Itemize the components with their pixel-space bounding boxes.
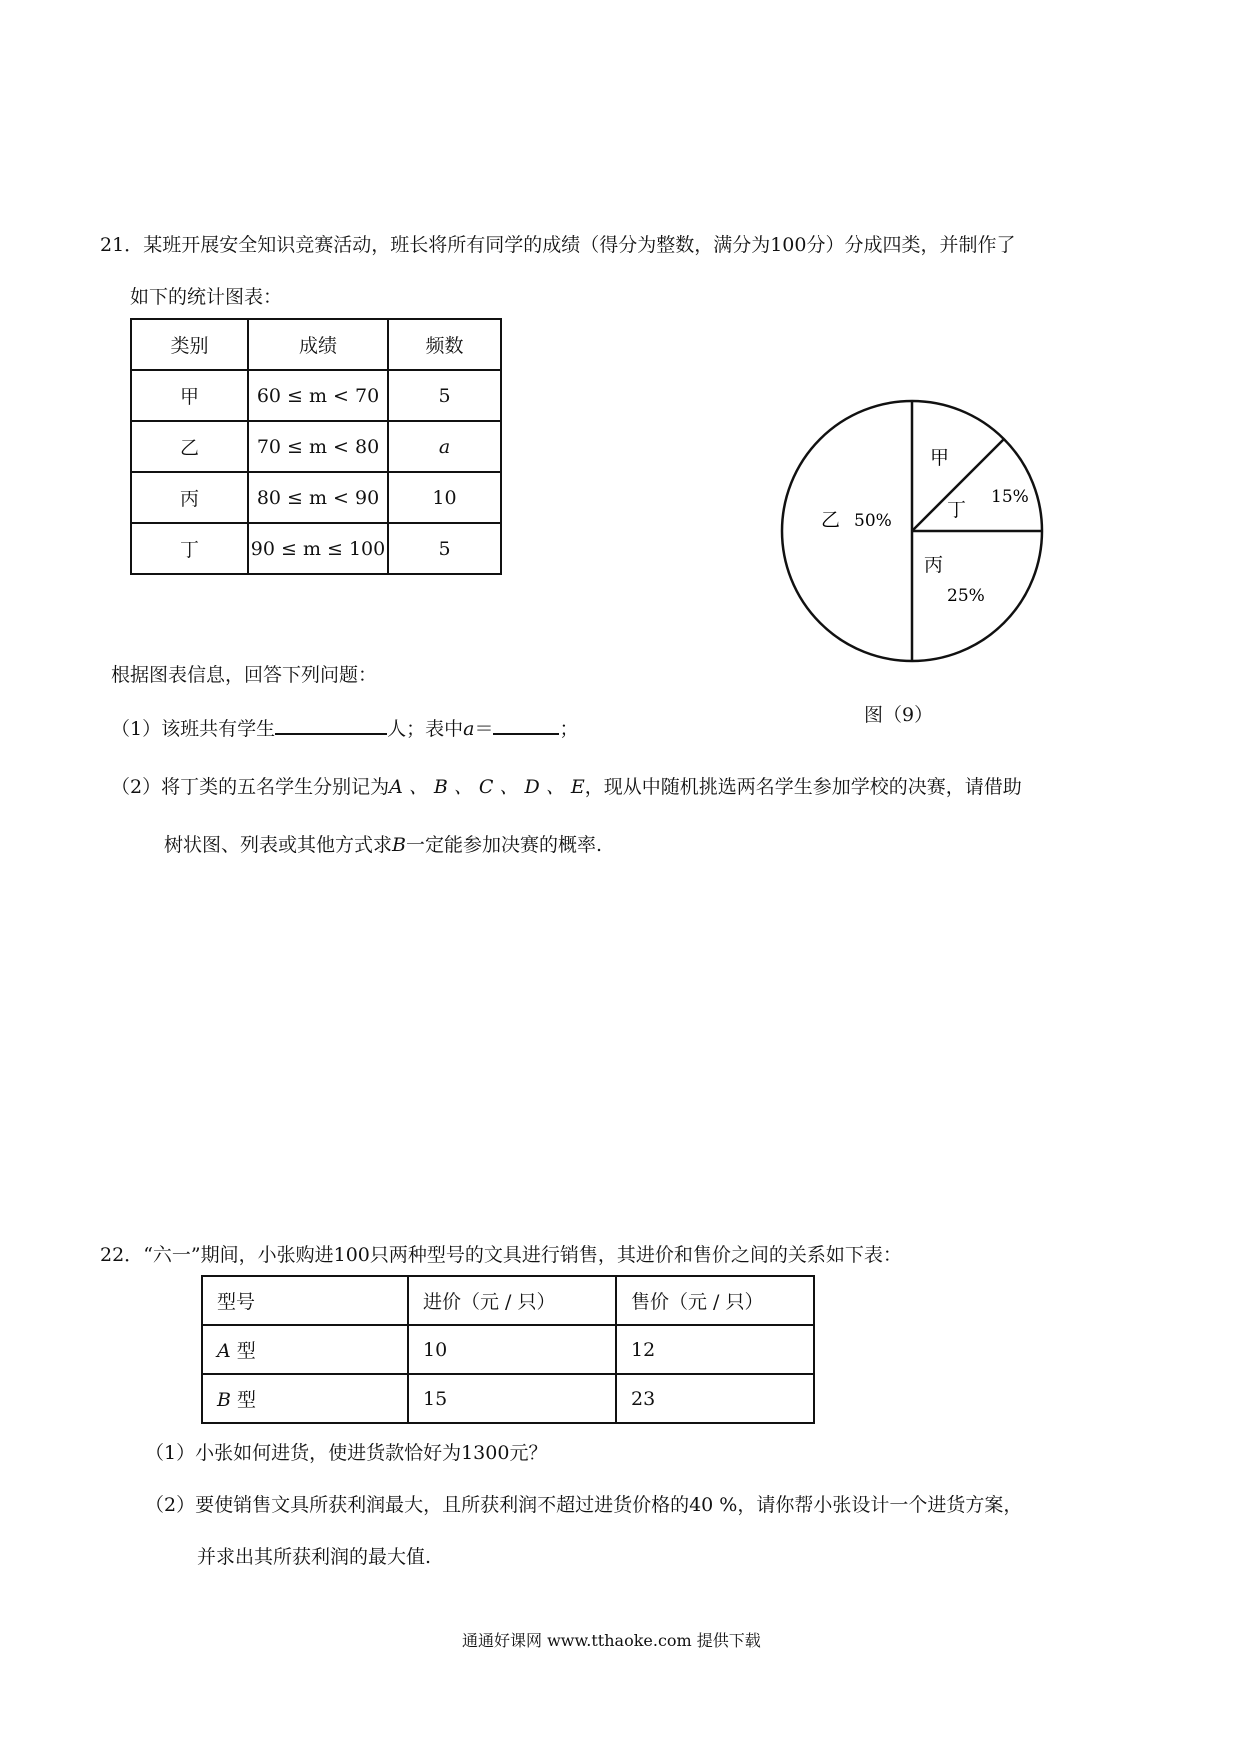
q21-figure-caption: 图（9） [864, 704, 934, 726]
q21-part2-line2-var: B [392, 834, 406, 856]
q22-cell-model [202, 1374, 408, 1423]
q21-cell-category: 丁 [131, 523, 248, 574]
q21-part2-text-a: （2）将丁类的五名学生分别记为 [111, 776, 390, 798]
table-row [131, 370, 501, 421]
q22-cell-price: 12 [616, 1325, 814, 1374]
q21-part2-line2-text-a: 树状图、列表或其他方式求 [164, 834, 393, 856]
q22-cell-cost: 10 [408, 1325, 616, 1374]
pie-label-yi: 乙 [821, 509, 841, 531]
q21-cell-frequency: 5 [388, 523, 501, 574]
q21-part2-line2 [164, 830, 602, 857]
page-footer: 通通好课网 www.tthaoke.com 提供下载 [462, 1631, 761, 1650]
pie-label-jia: 甲 [930, 447, 950, 469]
q21-number: 21． [100, 234, 144, 256]
q21-stem-text: 某班开展安全知识竞赛活动，班长将所有同学的成绩（得分为整数，满分为100分）分成四类，并制作了 [143, 234, 1016, 256]
q21-part2-line1 [111, 772, 1022, 799]
q22-cell-model [202, 1325, 408, 1374]
q21-cell-score: 70 ≤ m < 80 [248, 421, 388, 472]
q22-table [201, 1275, 815, 1424]
q21-cell-score: 80 ≤ m < 90 [248, 472, 388, 523]
q22-stem-text: “六一”期间，小张购进100只两种型号的文具进行销售，其进价和售价之间的关系如下表： [143, 1244, 902, 1266]
q21-part1-var: a [463, 718, 475, 740]
q22-cell-price: 23 [616, 1374, 814, 1423]
q21-answer-blank-a[interactable] [493, 732, 559, 735]
q22-model-suffix: 型 [230, 1389, 257, 1411]
q22-model-var: B [217, 1389, 231, 1411]
q21-cell-score: 90 ≤ m ≤ 100 [248, 523, 388, 574]
q21-part1-text-c: ＝ [474, 718, 494, 740]
q21-cell-frequency: 5 [388, 370, 501, 421]
q21-part1-text-b: 人；表中 [387, 718, 464, 740]
q21-cell-frequency: 10 [388, 472, 501, 523]
q21-table [130, 318, 502, 575]
q22-model-suffix: 型 [230, 1340, 256, 1362]
table-row [202, 1374, 814, 1423]
q21-stem-line2: 如下的统计图表： [130, 286, 283, 308]
table-row [131, 523, 501, 574]
q22-part2-line1: （2）要使销售文具所获利润最大，且所获利润不超过进货价格的40 %，请你帮小张设计一个进货方案， [145, 1494, 1023, 1516]
pie-label-bing: 丙 [924, 554, 944, 576]
q21-cell-score: 60 ≤ m < 70 [248, 370, 388, 421]
q21-prompt: 根据图表信息，回答下列问题： [111, 664, 378, 686]
table-row [131, 421, 501, 472]
q21-cell-category: 乙 [131, 421, 248, 472]
q21-header-score: 成绩 [248, 319, 388, 370]
pie-label-ding-pct: 15% [991, 487, 1029, 507]
q21-cell-frequency: a [388, 421, 501, 472]
q21-pie-chart [764, 382, 1060, 680]
q21-part2-names: A 、 B 、 C 、 D 、 E [389, 776, 585, 798]
q22-model-var: A [217, 1340, 231, 1362]
q22-header-cost: 进价（元 / 只） [408, 1276, 616, 1325]
q22-header-model: 型号 [202, 1276, 408, 1325]
pie-label-yi-pct: 50% [854, 511, 892, 531]
q21-part1-text-a: （1）该班共有学生 [111, 718, 276, 740]
q21-answer-blank-total[interactable] [275, 732, 387, 735]
q21-cell-category: 丙 [131, 472, 248, 523]
q21-stem-line1 [100, 230, 1015, 257]
pie-label-ding: 丁 [947, 499, 967, 521]
q21-part2-line2-text-b: 一定能参加决赛的概率. [405, 834, 603, 856]
q21-header-frequency: 频数 [388, 319, 501, 370]
q21-part1-text-d: ； [559, 718, 579, 740]
table-row [202, 1325, 814, 1374]
table-row [131, 472, 501, 523]
q22-part2-line2: 并求出其所获利润的最大值. [197, 1546, 432, 1568]
pie-label-bing-pct: 25% [947, 586, 985, 606]
q21-cell-category: 甲 [131, 370, 248, 421]
q22-stem [100, 1240, 902, 1267]
q22-cell-cost: 15 [408, 1374, 616, 1423]
q22-number: 22． [100, 1244, 144, 1266]
q21-part1 [111, 714, 578, 741]
q21-part2-text-b: ，现从中随机挑选两名学生参加学校的决赛，请借助 [584, 776, 1022, 798]
q22-header-price: 售价（元 / 只） [616, 1276, 814, 1325]
q22-part1: （1）小张如何进货，使进货款恰好为1300元？ [145, 1442, 548, 1464]
q21-header-category: 类别 [131, 319, 248, 370]
